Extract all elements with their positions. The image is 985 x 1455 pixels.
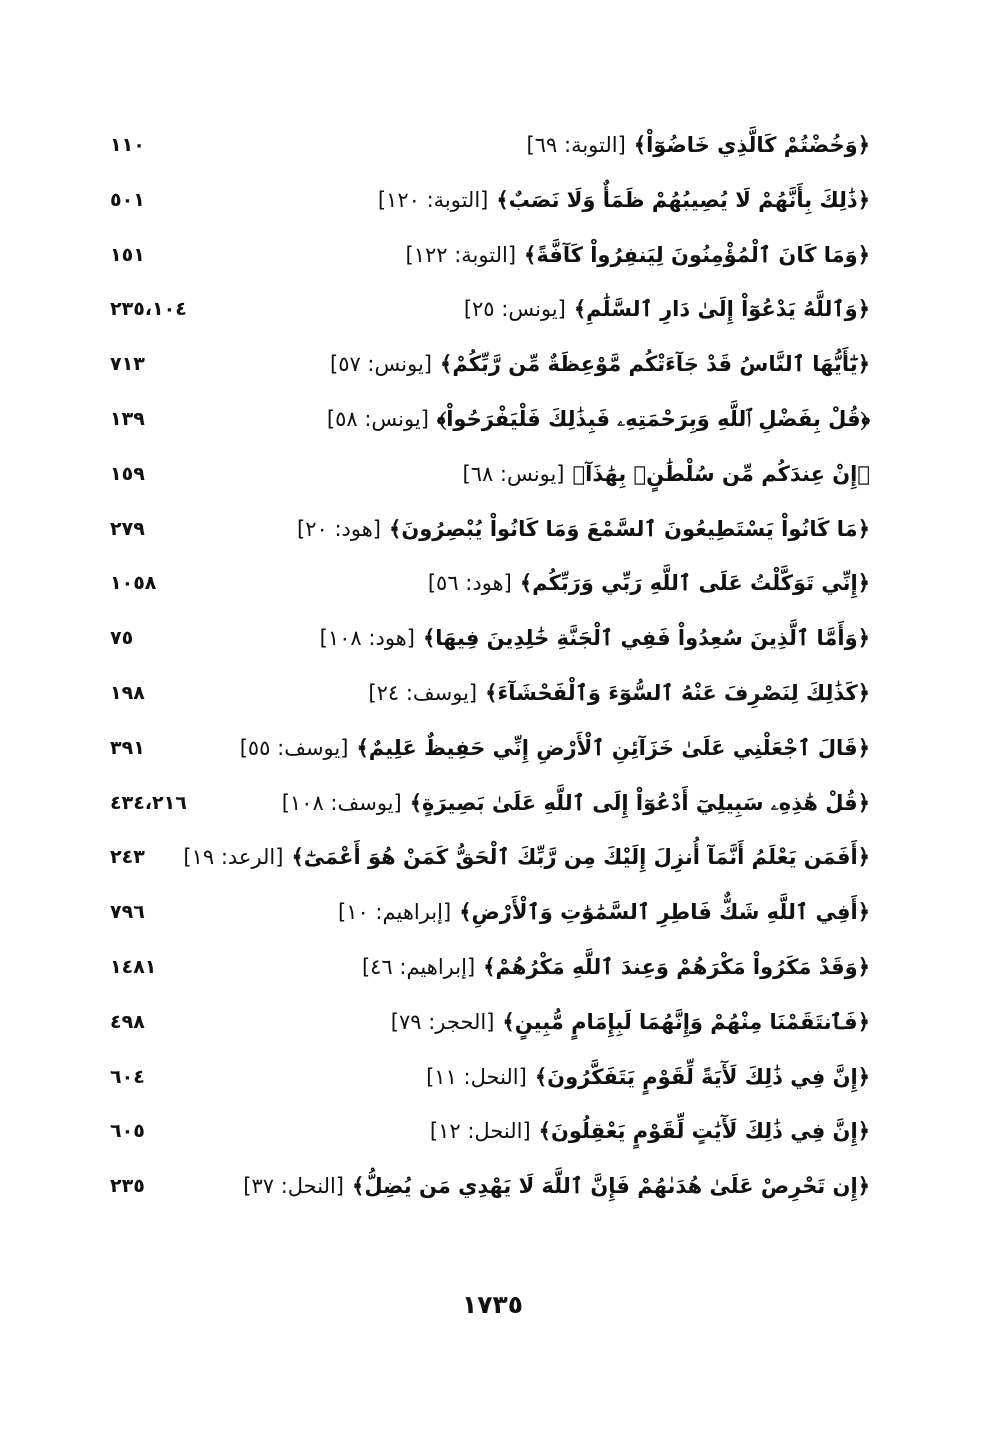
verse-text: إِن تَحْرِصْ عَلَىٰ هُدَىٰهُمْ فَإِنَّ ٱللَّهَ لَا يَهْدِي مَن يُضِلُّ (364, 1174, 858, 1199)
verse-text: قُلْ هَٰذِهِۦ سَبِيلِيٓ أَدْعُوٓاْ إِلَى ٱللَّهِ عَلَىٰ بَصِيرَةٍ (422, 790, 858, 815)
quote-bracket-open: ﴿ (857, 571, 870, 596)
verse-citation (391, 997, 870, 1047)
verse-text: مَا كَانُواْ يَسْتَطِيعُونَ ٱلسَّمْعَ وَمَا كَانُواْ يُبْصِرُونَ (401, 516, 858, 541)
verse-citation (462, 449, 870, 499)
index-row (110, 120, 870, 175)
page-reference: ٧٩٦ (110, 901, 145, 924)
verse-citation (338, 887, 870, 937)
quote-bracket-close: ﴾ (483, 954, 496, 979)
quote-bracket-open: ﴿ (857, 187, 870, 212)
surah-reference: [يونس: ٥٨] (326, 406, 429, 431)
verse-citation (282, 778, 870, 828)
quote-bracket-close: ﴾ (496, 187, 509, 212)
verse-text: وَقَدْ مَكَرُواْ مَكْرَهُمْ وَعِندَ ٱللَّهِ مَكْرُهُمْ (495, 954, 858, 979)
surah-reference: [التوبة: ٦٩] (526, 133, 626, 157)
surah-reference: [النحل: ١١] (426, 1064, 527, 1089)
quote-bracket-close: ﴾ (633, 133, 647, 157)
page-reference: ٢٣٥ (110, 1175, 145, 1198)
verse-citation (406, 230, 871, 280)
quote-bracket-open: ﴿ (857, 133, 870, 157)
index-row (110, 887, 870, 942)
page-number: ١٧٣٥ (461, 1290, 524, 1319)
quote-bracket-close: ﴾ (440, 352, 453, 377)
quote-bracket-close: ﴾ (422, 626, 436, 651)
quote-bracket-open: ﴿ (857, 1064, 870, 1089)
verse-text: وَخُضْتُمْ كَالَّذِي خَاضُوٓاْ (646, 133, 858, 157)
surah-reference: [التوبة: ١٢٠] (377, 187, 489, 212)
index-row (110, 723, 870, 778)
index-row (110, 997, 870, 1052)
surah-reference: [يوسف: ٢٤] (368, 680, 478, 705)
quote-bracket-close: ﴾ (573, 297, 587, 322)
surah-reference: [هود: ٥٦] (427, 571, 512, 596)
surah-reference: [الرعد: ١٩] (183, 845, 284, 870)
surah-reference: [إبراهيم: ٤٦] (361, 954, 476, 979)
quote-bracket-open: ﴿ (857, 954, 870, 979)
verse-text: وَمَا كَانَ ٱلْمُؤْمِنُونَ لِيَنفِرُواْ كَآفَّةً (536, 242, 858, 267)
verse-text: فَٱنتَقَمْنَا مِنْهُمْ وَإِنَّهُمَا لَبِإِمَامٍ مُّبِينٍ (514, 1009, 858, 1034)
verse-text: ذَٰلِكَ بِأَنَّهُمْ لَا يُصِيبُهُمْ ظَمَأٌ وَلَا نَصَبٌ (508, 187, 858, 212)
quote-bracket-close: ﴾ (572, 461, 586, 486)
index-row (110, 1052, 870, 1107)
verse-citation (428, 558, 870, 608)
index-row (110, 942, 870, 997)
surah-reference: [يوسف: ٥٥] (239, 735, 349, 760)
quote-bracket-close: ﴾ (534, 1064, 548, 1089)
page-reference: ١١٠ (110, 134, 145, 156)
index-row (110, 394, 870, 449)
page-reference: ٤٩٨ (110, 1010, 145, 1033)
quote-bracket-open: ﴿ (860, 406, 870, 431)
quote-bracket-open: ﴿ (857, 352, 870, 377)
index-row (110, 1106, 870, 1161)
quote-bracket-open: ﴿ (857, 297, 870, 322)
index-row (110, 832, 870, 887)
verse-text: وَٱللَّهُ يَدْعُوٓاْ إِلَىٰ دَارِ ٱلسَّلَٰمِ (586, 297, 858, 322)
surah-reference: [إبراهيم: ١٠] (337, 900, 452, 925)
verse-citation (464, 284, 870, 334)
page-reference: ٤٣٤،٢١٦ (110, 791, 187, 814)
verse-text: إِنِّي تَوَكَّلْتُ عَلَى ٱللَّهِ رَبِّي وَرَبِّكُم (532, 571, 858, 596)
verse-citation (368, 668, 870, 718)
verse-citation (426, 1052, 870, 1102)
quote-bracket-open: ﴿ (857, 900, 870, 925)
quote-bracket-open: ﴿ (857, 626, 870, 651)
verse-text: إِنَّ فِي ذَٰلِكَ لَأٓيَٰتٍ لِّقَوْمٍ يَعْقِلُونَ (550, 1119, 858, 1144)
quote-bracket-open: ﴿ (857, 735, 870, 760)
surah-reference: [النحل: ١٢] (429, 1119, 531, 1144)
verse-text: إِنَّ فِي ذَٰلِكَ لَأٓيَةً لِّقَوْمٍ يَتَفَكَّرُونَ (547, 1064, 858, 1089)
index-row (110, 504, 870, 559)
quote-bracket-close: ﴾ (519, 571, 533, 596)
quote-bracket-close: ﴾ (459, 900, 472, 925)
quote-bracket-open: ﴿ (857, 1119, 870, 1144)
verse-text: قَالَ ٱجْعَلْنِي عَلَىٰ خَزَآئِنِ ٱلْأَرْضِ إِنِّي حَفِيظٌ عَلِيمٌ (368, 735, 858, 760)
surah-reference: [النحل: ٣٧] (243, 1174, 344, 1199)
verse-text: يَٰٓأَيُّهَا ٱلنَّاسُ قَدْ جَآءَتْكُم مَّوْعِظَةٌ مِّن رَّبِّكُمْ (452, 352, 858, 377)
verse-citation (240, 723, 870, 773)
page-reference: ١٩٨ (110, 681, 145, 704)
page-reference: ٧١٣ (110, 353, 145, 376)
page-reference: ٣٩١ (110, 736, 145, 759)
index-row (110, 449, 870, 504)
verse-text: إِنْ عِندَكُم مِّن سُلْطَٰنٍۭ بِهَٰذَآ (585, 461, 858, 486)
surah-reference: [يوسف: ١٠٨] (281, 790, 402, 815)
verse-citation (327, 394, 870, 444)
page-reference: ١٤٨١ (110, 955, 157, 978)
quote-bracket-open: ﴿ (857, 1174, 870, 1199)
quote-bracket-open: ﴿ (857, 461, 870, 486)
index-row (110, 230, 870, 285)
index-row (110, 339, 870, 394)
page-reference: ٢٣٥،١٠٤ (110, 298, 187, 321)
page-reference: ١٠٥٨ (110, 572, 157, 595)
verse-text: أَفِي ٱللَّهِ شَكٌّ فَاطِرِ ٱلسَّمَٰوَٰتِ وَٱلْأَرْضِ (471, 900, 858, 925)
quote-bracket-close: ﴾ (538, 1119, 551, 1144)
surah-reference: [يونس: ٦٨] (462, 461, 565, 486)
index-row (110, 284, 870, 339)
surah-reference: [هود: ٢٠] (297, 516, 381, 541)
quote-bracket-close: ﴾ (352, 1174, 365, 1199)
page-reference: ٧٥ (110, 627, 134, 650)
verse-citation (430, 1106, 870, 1156)
surah-reference: [التوبة: ١٢٢] (405, 242, 517, 267)
index-row (110, 1161, 870, 1216)
page-reference: ٥٠١ (110, 188, 145, 211)
page-reference: ١٥١ (110, 243, 145, 266)
quote-bracket-open: ﴿ (857, 680, 870, 705)
surah-reference: [يونس: ٥٧] (329, 352, 433, 377)
page-reference: ٦٠٥ (110, 1120, 145, 1143)
quote-bracket-open: ﴿ (857, 242, 870, 267)
page-reference: ٢٧٩ (110, 517, 145, 540)
verse-citation (362, 942, 870, 992)
quote-bracket-close: ﴾ (356, 735, 369, 760)
quote-bracket-open: ﴿ (857, 845, 870, 870)
verse-citation (330, 339, 870, 389)
surah-reference: [هود: ١٠٨] (319, 626, 415, 651)
quote-bracket-open: ﴿ (857, 1009, 870, 1034)
quote-bracket-close: ﴾ (502, 1009, 515, 1034)
verse-citation (297, 504, 870, 554)
quote-bracket-close: ﴾ (485, 680, 498, 705)
page-reference: ٦٠٤ (110, 1065, 145, 1088)
verse-text: وَأَمَّا ٱلَّذِينَ سُعِدُواْ فَفِي ٱلْجَنَّةِ خَٰلِدِينَ فِيهَا (435, 626, 858, 651)
quote-bracket-close: ﴾ (409, 790, 423, 815)
quote-bracket-close: ﴾ (524, 242, 537, 267)
surah-reference: [يونس: ٢٥] (463, 297, 566, 322)
page-reference: ١٣٩ (110, 407, 145, 430)
verse-text: أَفَمَن يَعْلَمُ أَنَّمَآ أُنزِلَ إِلَيْكَ مِن رَّبِّكَ ٱلْحَقُّ كَمَنْ هُوَ أَعْمَىٰٓ (303, 845, 858, 870)
index-row (110, 613, 870, 668)
index-row (110, 778, 870, 833)
verse-text: كَذَٰلِكَ لِنَصْرِفَ عَنْهُ ٱلسُّوٓءَ وَٱلْفَحْشَآءَ (497, 680, 858, 705)
quote-bracket-open: ﴿ (857, 790, 870, 815)
quote-bracket-close: ﴾ (389, 516, 402, 541)
index-row (110, 668, 870, 723)
index-row (110, 175, 870, 230)
page-reference: ١٥٩ (110, 462, 145, 485)
surah-reference: [الحجر: ٧٩] (390, 1009, 495, 1034)
index-row (110, 558, 870, 613)
verse-citation (183, 832, 870, 882)
verse-citation (527, 120, 870, 170)
verse-text: قُلْ بِفَضْلِ ٱللَّهِ وَبِرَحْمَتِهِۦ فَبِذَٰلِكَ فَلْيَفْرَحُواْ (446, 406, 861, 431)
quote-bracket-close: ﴾ (291, 845, 304, 870)
verse-index-list (110, 120, 870, 1216)
verse-citation (320, 613, 870, 663)
quote-bracket-open: ﴿ (857, 516, 870, 541)
verse-citation (378, 175, 870, 225)
verse-citation (243, 1161, 870, 1211)
quote-bracket-close: ﴾ (436, 406, 447, 431)
page-reference: ٢٤٣ (110, 846, 145, 869)
